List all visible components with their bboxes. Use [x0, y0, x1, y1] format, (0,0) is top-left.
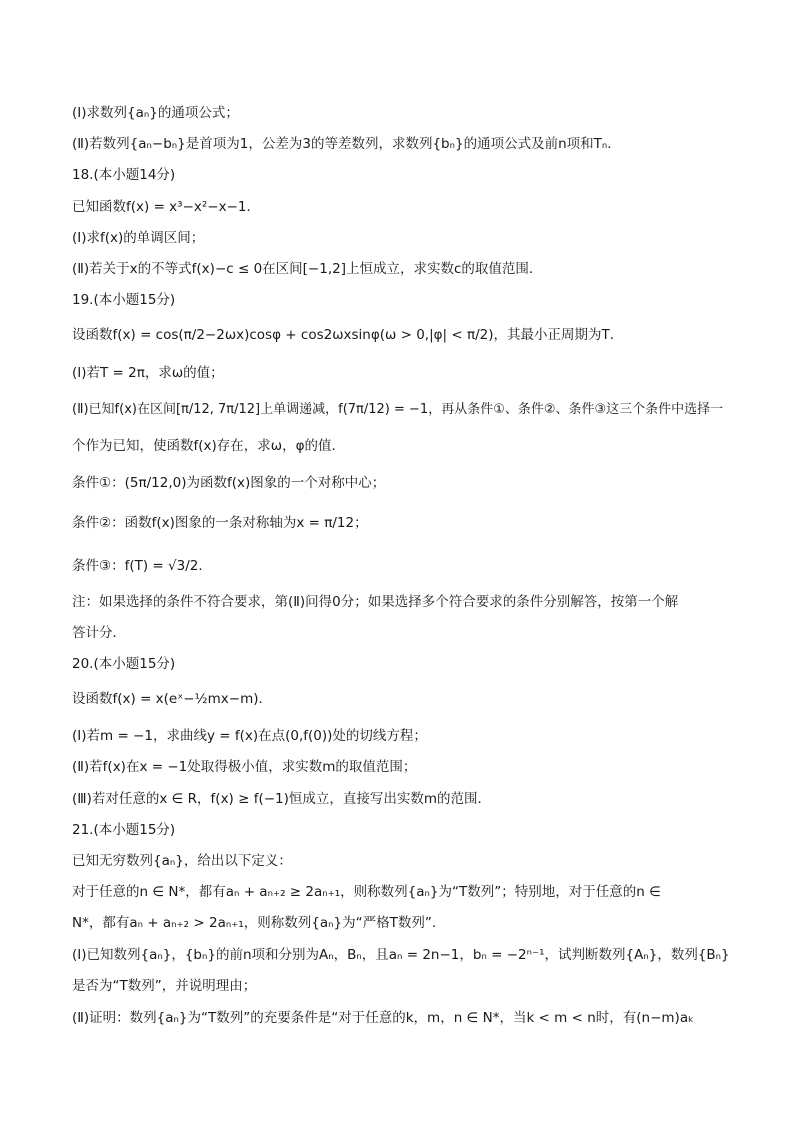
text-line: (Ⅰ)求f(x)的单调区间； — [72, 230, 205, 246]
text-line: (Ⅱ)证明：数列{aₙ}为“T数列”的充要条件是“对于任意的k，m，n ∈ N*，当k < m < n时，有(n−m)aₖ — [72, 1010, 694, 1026]
text-line: 对于任意的n ∈ N*，都有aₙ + aₙ₊₂ ≥ 2aₙ₊₁，则称数列{aₙ}为“T数列”；特别地，对于任意的n ∈ — [72, 884, 661, 900]
text-line: 是否为“T数列”，并说明理由； — [72, 978, 257, 994]
text-line: (Ⅱ)若数列{aₙ−bₙ}是首项为1，公差为3的等差数列，求数列{bₙ}的通项公式及前n项和Tₙ． — [72, 136, 621, 152]
text-line: (Ⅰ)若m = −1，求曲线y = f(x)在点(0,f(0))处的切线方程； — [72, 728, 427, 744]
text-line: N*，都有aₙ + aₙ₊₂ > 2aₙ₊₁，则称数列{aₙ}为“严格T数列”． — [72, 915, 446, 931]
text-line: (Ⅱ)已知f(x)在区间[π/12, 7π/12]上单调递减，f(7π/12) = −1，再从条件①、条件②、条件③这三个条件中选择一 — [72, 402, 724, 417]
question-header: 18.(本小题14分) — [72, 167, 176, 183]
text-line: (Ⅰ)求数列{aₙ}的通项公式； — [72, 105, 239, 121]
note-line: 注：如果选择的条件不符合要求，第(Ⅱ)问得0分；如果选择多个符合要求的条件分别解答，按第一个解 — [72, 594, 679, 610]
note-line: 答计分． — [72, 625, 126, 641]
question-header: 20.(本小题15分) — [72, 656, 176, 672]
text-line: (Ⅰ)若T = 2π，求ω的值； — [72, 365, 224, 381]
text-line: 已知函数f(x) = x³−x²−x−1． — [72, 199, 260, 215]
question-header: 19.(本小题15分) — [72, 292, 176, 308]
text-line: (Ⅲ)若对任意的x ∈ R，f(x) ≥ f(−1)恒成立，直接写出实数m的范围． — [72, 791, 492, 807]
text-line: 设函数f(x) = cos(π/2−2ωx)cosφ + cos2ωxsinφ(ω > 0,|φ| < π/2)，其最小正周期为T． — [72, 327, 624, 343]
condition-2: 条件②：函数f(x)图象的一条对称轴为x = π/12； — [72, 515, 368, 531]
condition-3: 条件③：f(T) = √3/2． — [72, 558, 212, 574]
text-line: 设函数f(x) = x(eˣ−½mx−m)． — [72, 691, 272, 707]
text-line: 已知无穷数列{aₙ}，给出以下定义： — [72, 853, 292, 869]
text-line: (Ⅱ)若关于x的不等式f(x)−c ≤ 0在区间[−1,2]上恒成立，求实数c的取值范围． — [72, 261, 543, 277]
text-line: (Ⅰ)已知数列{aₙ}，{bₙ}的前n项和分别为Aₙ，Bₙ，且aₙ = 2n−1，bₙ = −2ⁿ⁻¹，试判断数列{Aₙ}，数列{Bₙ} — [72, 947, 730, 963]
text-line: 个作为已知，使函数f(x)存在，求ω，φ的值． — [72, 438, 345, 454]
condition-1: 条件①：(5π/12,0)为函数f(x)图象的一个对称中心； — [72, 475, 386, 491]
text-line: (Ⅱ)若f(x)在x = −1处取得极小值，求实数m的取值范围； — [72, 759, 417, 775]
question-header: 21.(本小题15分) — [72, 822, 176, 838]
